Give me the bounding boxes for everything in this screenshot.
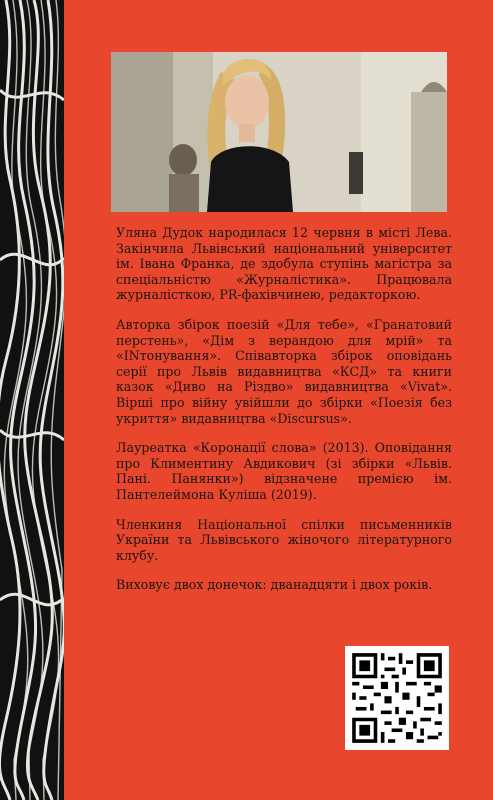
author-photo	[111, 52, 447, 212]
spine-pattern	[0, 0, 64, 800]
bio-paragraph-awards: Лауреатка «Коронації слова» (2013). Оповідання про Климентину Авдикович (зі збірки «Львів. Пані. Панянки») відзначене премією ім. Пантелеймона Куліша (2019).	[116, 440, 452, 502]
bio-paragraph-birth: Уляна Дудок народилася 12 червня в місті Лева. Закінчила Львівський національний університет ім. Івана Франка, де здобула ступінь магістра за спеціальністю «Журналістика». Працювала журналісткою, PR-фахівчинею, редакторкою.	[116, 225, 452, 303]
author-bio	[116, 225, 452, 607]
bio-paragraph-membership: Членкиня Національної спілки письменників України та Львівського жіночого літературного клубу.	[116, 516, 452, 563]
bio-paragraph-family: Виховує двох донечок: дванадцяти і двох років.	[116, 577, 433, 593]
bio-paragraph-books: Авторка збірок поезій «Для тебе», «Гранатовий перстень», «Дім з верандою для мрій» та «INтонування». Співавторка збірок оповідань серії про Львів видавництва «КСД» та книги казок «Диво на Різдво» видавництва «Vivat». Вірші про війну увійшли до збірки «Поезія без укриття» видавництва «Discursus».	[116, 316, 452, 426]
qr-code[interactable]	[345, 646, 449, 750]
